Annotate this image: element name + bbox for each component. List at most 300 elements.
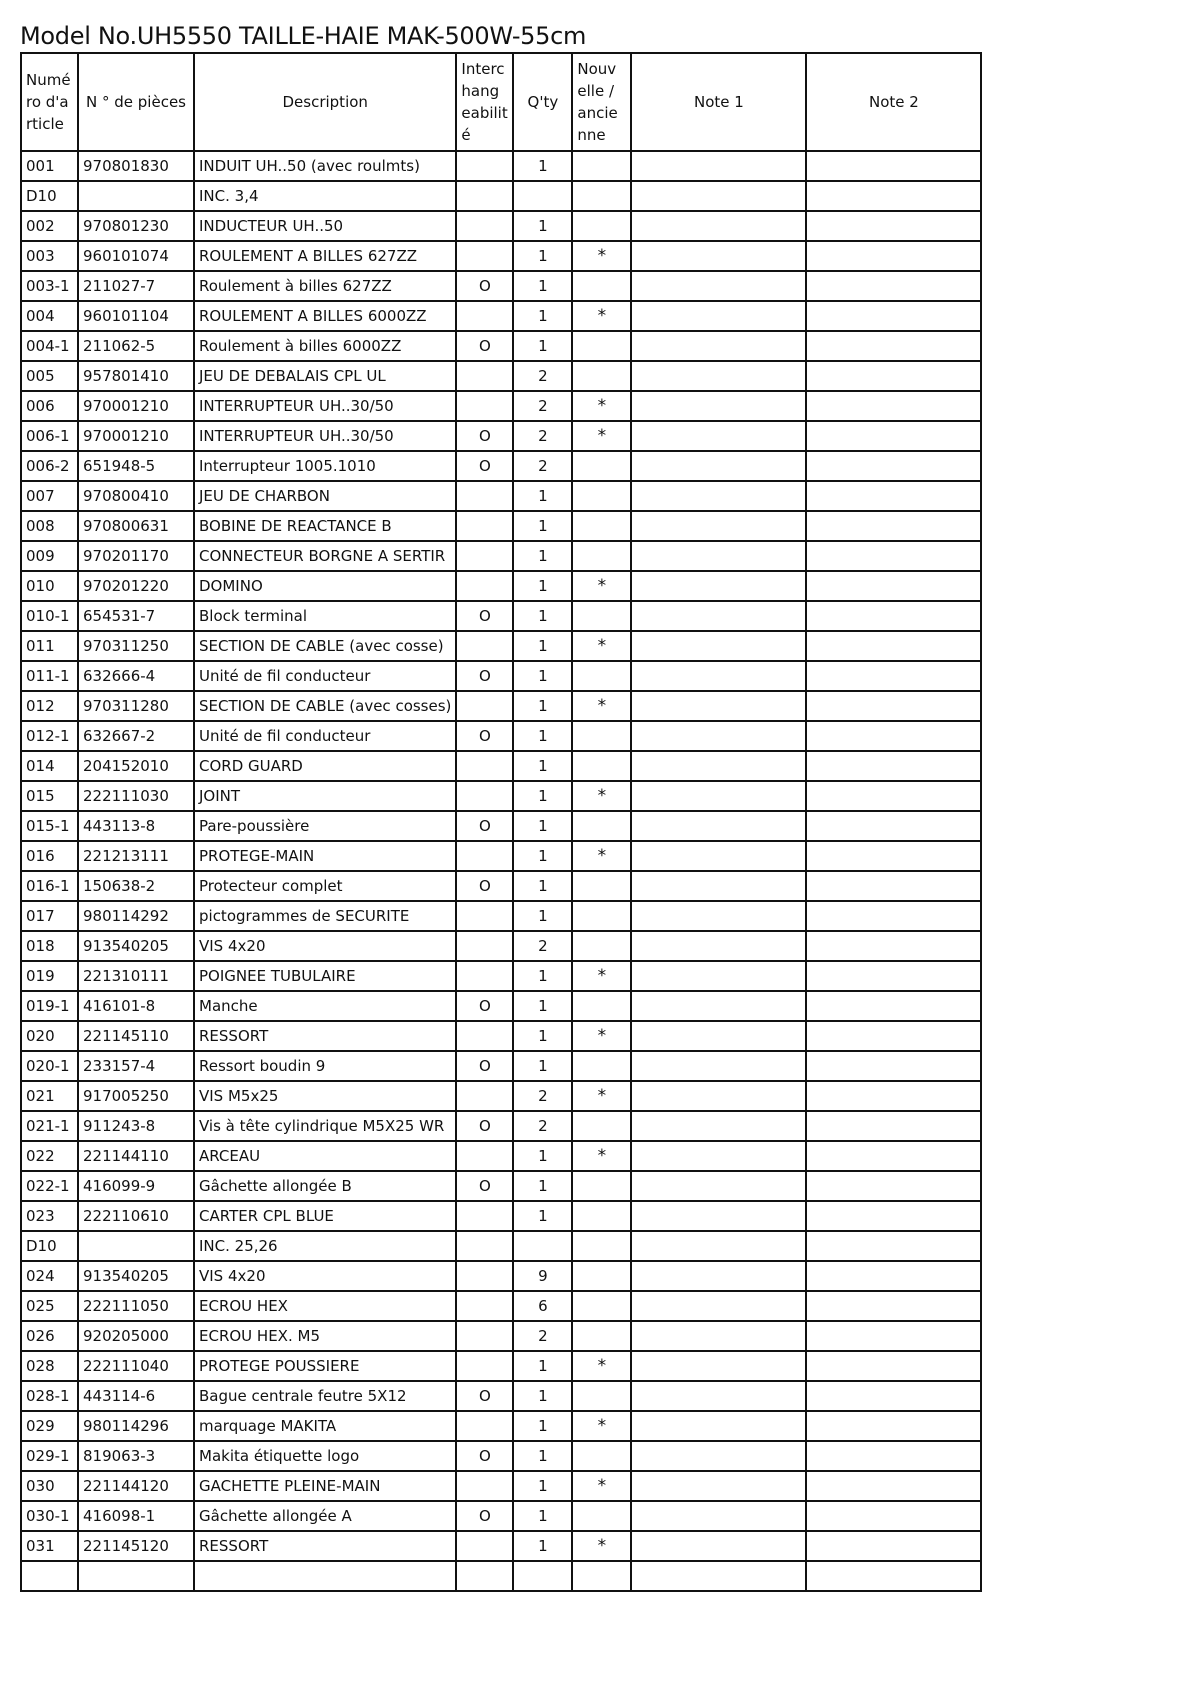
quantity-cell xyxy=(513,1231,572,1261)
note-1-cell xyxy=(631,391,806,421)
note-2-cell xyxy=(806,211,981,241)
description-cell: DOMINO xyxy=(194,571,456,601)
description-cell: JEU DE DEBALAIS CPL UL xyxy=(194,361,456,391)
new-old-cell xyxy=(572,1321,631,1351)
article-number-cell: 008 xyxy=(21,511,78,541)
interchangeability-cell: O xyxy=(456,1381,513,1411)
note-2-cell xyxy=(806,1141,981,1171)
new-old-cell: * xyxy=(572,1411,631,1441)
new-old-cell xyxy=(572,1261,631,1291)
note-2-cell xyxy=(806,451,981,481)
description-cell: Protecteur complet xyxy=(194,871,456,901)
new-old-cell xyxy=(572,811,631,841)
description-cell: marquage MAKITA xyxy=(194,1411,456,1441)
table-row xyxy=(21,301,981,331)
note-1-cell xyxy=(631,811,806,841)
quantity-cell: 1 xyxy=(513,1381,572,1411)
article-number-cell: 017 xyxy=(21,901,78,931)
table-row xyxy=(21,1351,981,1381)
article-number-cell: 028-1 xyxy=(21,1381,78,1411)
new-old-cell xyxy=(572,1231,631,1261)
note-2-cell xyxy=(806,241,981,271)
table-row xyxy=(21,871,981,901)
article-number-cell: 022-1 xyxy=(21,1171,78,1201)
note-2-cell xyxy=(806,1201,981,1231)
description-cell: PROTEGE POUSSIERE xyxy=(194,1351,456,1381)
note-1-cell xyxy=(631,1411,806,1441)
part-number-cell: 443113-8 xyxy=(78,811,194,841)
note-2-cell xyxy=(806,361,981,391)
table-row xyxy=(21,481,981,511)
part-number-cell: 819063-3 xyxy=(78,1441,194,1471)
article-number-cell: 016-1 xyxy=(21,871,78,901)
interchangeability-cell: O xyxy=(456,601,513,631)
interchangeability-cell xyxy=(456,1261,513,1291)
description-cell: Gâchette allongée B xyxy=(194,1171,456,1201)
note-2-cell xyxy=(806,781,981,811)
note-2-cell xyxy=(806,931,981,961)
note-1-cell xyxy=(631,901,806,931)
article-number-cell: 019-1 xyxy=(21,991,78,1021)
col-header-part-number: N ° de pièces xyxy=(78,53,194,151)
note-2-cell xyxy=(806,1441,981,1471)
note-1-cell xyxy=(631,1051,806,1081)
note-1-cell xyxy=(631,871,806,901)
new-old-cell xyxy=(572,541,631,571)
description-cell: INDUCTEUR UH..50 xyxy=(194,211,456,241)
parts-table xyxy=(20,52,982,1592)
part-number-cell: 416099-9 xyxy=(78,1171,194,1201)
new-old-cell xyxy=(572,1561,631,1591)
interchangeability-cell xyxy=(456,241,513,271)
description-cell: INC. 25,26 xyxy=(194,1231,456,1261)
description-cell: GACHETTE PLEINE-MAIN xyxy=(194,1471,456,1501)
article-number-cell: 011 xyxy=(21,631,78,661)
table-row xyxy=(21,1291,981,1321)
part-number-cell: 211027-7 xyxy=(78,271,194,301)
table-row xyxy=(21,601,981,631)
part-number-cell: 211062-5 xyxy=(78,331,194,361)
table-header-row xyxy=(21,53,981,151)
article-number-cell: 006-2 xyxy=(21,451,78,481)
interchangeability-cell xyxy=(456,751,513,781)
part-number-cell: 222111040 xyxy=(78,1351,194,1381)
description-cell: VIS 4x20 xyxy=(194,1261,456,1291)
table-row xyxy=(21,1111,981,1141)
new-old-cell xyxy=(572,1201,631,1231)
part-number-cell: 221144120 xyxy=(78,1471,194,1501)
interchangeability-cell: O xyxy=(456,1171,513,1201)
quantity-cell xyxy=(513,181,572,211)
note-1-cell xyxy=(631,331,806,361)
interchangeability-cell xyxy=(456,781,513,811)
note-2-cell xyxy=(806,181,981,211)
description-cell: JOINT xyxy=(194,781,456,811)
description-cell: INC. 3,4 xyxy=(194,181,456,211)
quantity-cell: 1 xyxy=(513,1411,572,1441)
part-number-cell: 221145120 xyxy=(78,1531,194,1561)
article-number-cell: 015 xyxy=(21,781,78,811)
article-number-cell: 031 xyxy=(21,1531,78,1561)
description-cell: CORD GUARD xyxy=(194,751,456,781)
note-1-cell xyxy=(631,1201,806,1231)
col-header-interchangeability: Interc hang eabilit é xyxy=(456,53,513,151)
article-number-cell: 012-1 xyxy=(21,721,78,751)
note-1-cell xyxy=(631,181,806,211)
article-number-cell: 019 xyxy=(21,961,78,991)
table-row xyxy=(21,751,981,781)
quantity-cell: 1 xyxy=(513,781,572,811)
quantity-cell: 9 xyxy=(513,1261,572,1291)
table-row xyxy=(21,451,981,481)
quantity-cell: 1 xyxy=(513,601,572,631)
description-cell: VIS M5x25 xyxy=(194,1081,456,1111)
article-number-cell: 002 xyxy=(21,211,78,241)
table-row xyxy=(21,1201,981,1231)
interchangeability-cell xyxy=(456,1411,513,1441)
interchangeability-cell xyxy=(456,211,513,241)
new-old-cell: * xyxy=(572,691,631,721)
part-number-cell: 970311250 xyxy=(78,631,194,661)
note-1-cell xyxy=(631,1321,806,1351)
note-1-cell xyxy=(631,1141,806,1171)
col-header-note-2: Note 2 xyxy=(806,53,981,151)
description-cell: Makita étiquette logo xyxy=(194,1441,456,1471)
note-1-cell xyxy=(631,661,806,691)
article-number-cell: 029 xyxy=(21,1411,78,1441)
new-old-cell xyxy=(572,151,631,181)
article-number-cell: 003 xyxy=(21,241,78,271)
part-number-cell: 970001210 xyxy=(78,391,194,421)
article-number-cell: 020-1 xyxy=(21,1051,78,1081)
note-2-cell xyxy=(806,1531,981,1561)
description-cell: Ressort boudin 9 xyxy=(194,1051,456,1081)
description-cell: Roulement à billes 627ZZ xyxy=(194,271,456,301)
interchangeability-cell xyxy=(456,1291,513,1321)
part-number-cell: 221213111 xyxy=(78,841,194,871)
quantity-cell: 1 xyxy=(513,211,572,241)
new-old-cell: * xyxy=(572,1531,631,1561)
quantity-cell: 6 xyxy=(513,1291,572,1321)
table-row xyxy=(21,991,981,1021)
article-number-cell: 020 xyxy=(21,1021,78,1051)
part-number-cell: 416101-8 xyxy=(78,991,194,1021)
description-cell: Block terminal xyxy=(194,601,456,631)
description-cell: PROTEGE-MAIN xyxy=(194,841,456,871)
article-number-cell: 021-1 xyxy=(21,1111,78,1141)
quantity-cell: 1 xyxy=(513,1141,572,1171)
article-number-cell: 030 xyxy=(21,1471,78,1501)
table-row xyxy=(21,631,981,661)
note-2-cell xyxy=(806,301,981,331)
note-1-cell xyxy=(631,301,806,331)
part-number-cell: 970800631 xyxy=(78,511,194,541)
table-row xyxy=(21,391,981,421)
interchangeability-cell xyxy=(456,961,513,991)
table-row xyxy=(21,1561,981,1591)
table-row xyxy=(21,1141,981,1171)
quantity-cell: 1 xyxy=(513,481,572,511)
note-2-cell xyxy=(806,1261,981,1291)
new-old-cell: * xyxy=(572,1351,631,1381)
part-number-cell: 970801830 xyxy=(78,151,194,181)
note-2-cell xyxy=(806,841,981,871)
quantity-cell: 1 xyxy=(513,1351,572,1381)
description-cell: ROULEMENT A BILLES 6000ZZ xyxy=(194,301,456,331)
table-row xyxy=(21,241,981,271)
description-cell: Unité de fil conducteur xyxy=(194,721,456,751)
quantity-cell: 2 xyxy=(513,451,572,481)
part-number-cell: 970201220 xyxy=(78,571,194,601)
quantity-cell: 2 xyxy=(513,1081,572,1111)
quantity-cell: 1 xyxy=(513,901,572,931)
table-row xyxy=(21,1471,981,1501)
note-2-cell xyxy=(806,1051,981,1081)
part-number-cell: 654531-7 xyxy=(78,601,194,631)
note-1-cell xyxy=(631,691,806,721)
note-1-cell xyxy=(631,1381,806,1411)
note-2-cell xyxy=(806,421,981,451)
table-row xyxy=(21,781,981,811)
interchangeability-cell: O xyxy=(456,1501,513,1531)
article-number-cell: 026 xyxy=(21,1321,78,1351)
table-row xyxy=(21,181,981,211)
article-number-cell: 021 xyxy=(21,1081,78,1111)
interchangeability-cell: O xyxy=(456,331,513,361)
article-number-cell: 001 xyxy=(21,151,78,181)
quantity-cell xyxy=(513,1561,572,1591)
interchangeability-cell xyxy=(456,1531,513,1561)
note-1-cell xyxy=(631,1351,806,1381)
note-2-cell xyxy=(806,1411,981,1441)
note-1-cell xyxy=(631,961,806,991)
note-1-cell xyxy=(631,631,806,661)
description-cell: ROULEMENT A BILLES 627ZZ xyxy=(194,241,456,271)
description-cell: RESSORT xyxy=(194,1531,456,1561)
interchangeability-cell xyxy=(456,181,513,211)
article-number-cell: 011-1 xyxy=(21,661,78,691)
quantity-cell: 1 xyxy=(513,961,572,991)
part-number-cell: 970800410 xyxy=(78,481,194,511)
description-cell: SECTION DE CABLE (avec cosse) xyxy=(194,631,456,661)
new-old-cell: * xyxy=(572,841,631,871)
quantity-cell: 1 xyxy=(513,151,572,181)
note-1-cell xyxy=(631,601,806,631)
new-old-cell xyxy=(572,1381,631,1411)
note-2-cell xyxy=(806,1471,981,1501)
interchangeability-cell xyxy=(456,1471,513,1501)
note-2-cell xyxy=(806,1501,981,1531)
description-cell: Roulement à billes 6000ZZ xyxy=(194,331,456,361)
article-number-cell: 022 xyxy=(21,1141,78,1171)
part-number-cell: 970801230 xyxy=(78,211,194,241)
part-number-cell: 911243-8 xyxy=(78,1111,194,1141)
table-row xyxy=(21,571,981,601)
new-old-cell xyxy=(572,991,631,1021)
part-number-cell: 970311280 xyxy=(78,691,194,721)
note-2-cell xyxy=(806,331,981,361)
part-number-cell: 917005250 xyxy=(78,1081,194,1111)
description-cell xyxy=(194,1561,456,1591)
note-2-cell xyxy=(806,541,981,571)
interchangeability-cell: O xyxy=(456,451,513,481)
new-old-cell xyxy=(572,331,631,361)
part-number-cell: 222111050 xyxy=(78,1291,194,1321)
new-old-cell xyxy=(572,1051,631,1081)
article-number-cell: D10 xyxy=(21,1231,78,1261)
description-cell: INTERRUPTEUR UH..30/50 xyxy=(194,391,456,421)
note-1-cell xyxy=(631,421,806,451)
quantity-cell: 2 xyxy=(513,361,572,391)
quantity-cell: 1 xyxy=(513,841,572,871)
part-number-cell xyxy=(78,1231,194,1261)
note-2-cell xyxy=(806,1351,981,1381)
quantity-cell: 1 xyxy=(513,331,572,361)
interchangeability-cell xyxy=(456,901,513,931)
article-number-cell: 003-1 xyxy=(21,271,78,301)
note-2-cell xyxy=(806,721,981,751)
note-2-cell xyxy=(806,1171,981,1201)
interchangeability-cell xyxy=(456,391,513,421)
note-2-cell xyxy=(806,691,981,721)
table-row xyxy=(21,1531,981,1561)
table-row xyxy=(21,1171,981,1201)
note-2-cell xyxy=(806,1381,981,1411)
interchangeability-cell xyxy=(456,1201,513,1231)
new-old-cell: * xyxy=(572,301,631,331)
table-row xyxy=(21,1321,981,1351)
description-cell: Manche xyxy=(194,991,456,1021)
note-2-cell xyxy=(806,961,981,991)
new-old-cell xyxy=(572,601,631,631)
quantity-cell: 1 xyxy=(513,991,572,1021)
new-old-cell xyxy=(572,871,631,901)
new-old-cell xyxy=(572,481,631,511)
note-2-cell xyxy=(806,1291,981,1321)
quantity-cell: 1 xyxy=(513,1471,572,1501)
table-row xyxy=(21,541,981,571)
article-number-cell: 010 xyxy=(21,571,78,601)
article-number-cell: 005 xyxy=(21,361,78,391)
part-number-cell: 651948-5 xyxy=(78,451,194,481)
new-old-cell: * xyxy=(572,571,631,601)
interchangeability-cell: O xyxy=(456,1051,513,1081)
note-1-cell xyxy=(631,1531,806,1561)
note-1-cell xyxy=(631,841,806,871)
table-row xyxy=(21,1261,981,1291)
part-number-cell: 970201170 xyxy=(78,541,194,571)
new-old-cell: * xyxy=(572,631,631,661)
part-number-cell: 443114-6 xyxy=(78,1381,194,1411)
table-row xyxy=(21,1081,981,1111)
note-1-cell xyxy=(631,571,806,601)
note-2-cell xyxy=(806,1111,981,1141)
note-1-cell xyxy=(631,481,806,511)
new-old-cell: * xyxy=(572,1471,631,1501)
note-1-cell xyxy=(631,1441,806,1471)
description-cell: JEU DE CHARBON xyxy=(194,481,456,511)
table-row xyxy=(21,211,981,241)
new-old-cell: * xyxy=(572,1081,631,1111)
quantity-cell: 1 xyxy=(513,721,572,751)
quantity-cell: 1 xyxy=(513,571,572,601)
interchangeability-cell xyxy=(456,481,513,511)
description-cell: Interrupteur 1005.1010 xyxy=(194,451,456,481)
quantity-cell: 1 xyxy=(513,1051,572,1081)
article-number-cell: 030-1 xyxy=(21,1501,78,1531)
note-1-cell xyxy=(631,151,806,181)
interchangeability-cell xyxy=(456,1231,513,1261)
note-2-cell xyxy=(806,1561,981,1591)
description-cell: SECTION DE CABLE (avec cosses) xyxy=(194,691,456,721)
note-2-cell xyxy=(806,901,981,931)
description-cell: ARCEAU xyxy=(194,1141,456,1171)
quantity-cell: 1 xyxy=(513,751,572,781)
new-old-cell xyxy=(572,931,631,961)
interchangeability-cell: O xyxy=(456,721,513,751)
description-cell: ECROU HEX. M5 xyxy=(194,1321,456,1351)
article-number-cell: 029-1 xyxy=(21,1441,78,1471)
article-number-cell: 010-1 xyxy=(21,601,78,631)
description-cell: RESSORT xyxy=(194,1021,456,1051)
part-number-cell: 632667-2 xyxy=(78,721,194,751)
part-number-cell: 960101104 xyxy=(78,301,194,331)
new-old-cell xyxy=(572,1171,631,1201)
description-cell: Vis à tête cylindrique M5X25 WR xyxy=(194,1111,456,1141)
part-number-cell: 970001210 xyxy=(78,421,194,451)
interchangeability-cell xyxy=(456,1021,513,1051)
table-row xyxy=(21,721,981,751)
note-2-cell xyxy=(806,271,981,301)
page-title: Model No.UH5550 TAILLE-HAIE MAK-500W-55cm xyxy=(20,22,587,50)
note-1-cell xyxy=(631,1261,806,1291)
part-number-cell xyxy=(78,181,194,211)
note-1-cell xyxy=(631,1471,806,1501)
article-number-cell: 016 xyxy=(21,841,78,871)
interchangeability-cell xyxy=(456,1081,513,1111)
new-old-cell xyxy=(572,211,631,241)
description-cell: ECROU HEX xyxy=(194,1291,456,1321)
col-header-quantity: Q'ty xyxy=(513,53,572,151)
interchangeability-cell: O xyxy=(456,1111,513,1141)
new-old-cell xyxy=(572,1501,631,1531)
description-cell: CARTER CPL BLUE xyxy=(194,1201,456,1231)
new-old-cell xyxy=(572,751,631,781)
note-2-cell xyxy=(806,1321,981,1351)
article-number-cell: 023 xyxy=(21,1201,78,1231)
col-header-note-1: Note 1 xyxy=(631,53,806,151)
quantity-cell: 1 xyxy=(513,1531,572,1561)
description-cell: Gâchette allongée A xyxy=(194,1501,456,1531)
new-old-cell xyxy=(572,1291,631,1321)
note-1-cell xyxy=(631,991,806,1021)
interchangeability-cell xyxy=(456,301,513,331)
new-old-cell: * xyxy=(572,781,631,811)
quantity-cell: 1 xyxy=(513,631,572,661)
part-number-cell: 204152010 xyxy=(78,751,194,781)
article-number-cell: 024 xyxy=(21,1261,78,1291)
new-old-cell: * xyxy=(572,391,631,421)
description-cell: BOBINE DE REACTANCE B xyxy=(194,511,456,541)
article-number-cell: 012 xyxy=(21,691,78,721)
note-2-cell xyxy=(806,511,981,541)
interchangeability-cell: O xyxy=(456,1441,513,1471)
quantity-cell: 1 xyxy=(513,1171,572,1201)
article-number-cell: 025 xyxy=(21,1291,78,1321)
part-number-cell: 221310111 xyxy=(78,961,194,991)
article-number-cell: 006 xyxy=(21,391,78,421)
description-cell: POIGNEE TUBULAIRE xyxy=(194,961,456,991)
